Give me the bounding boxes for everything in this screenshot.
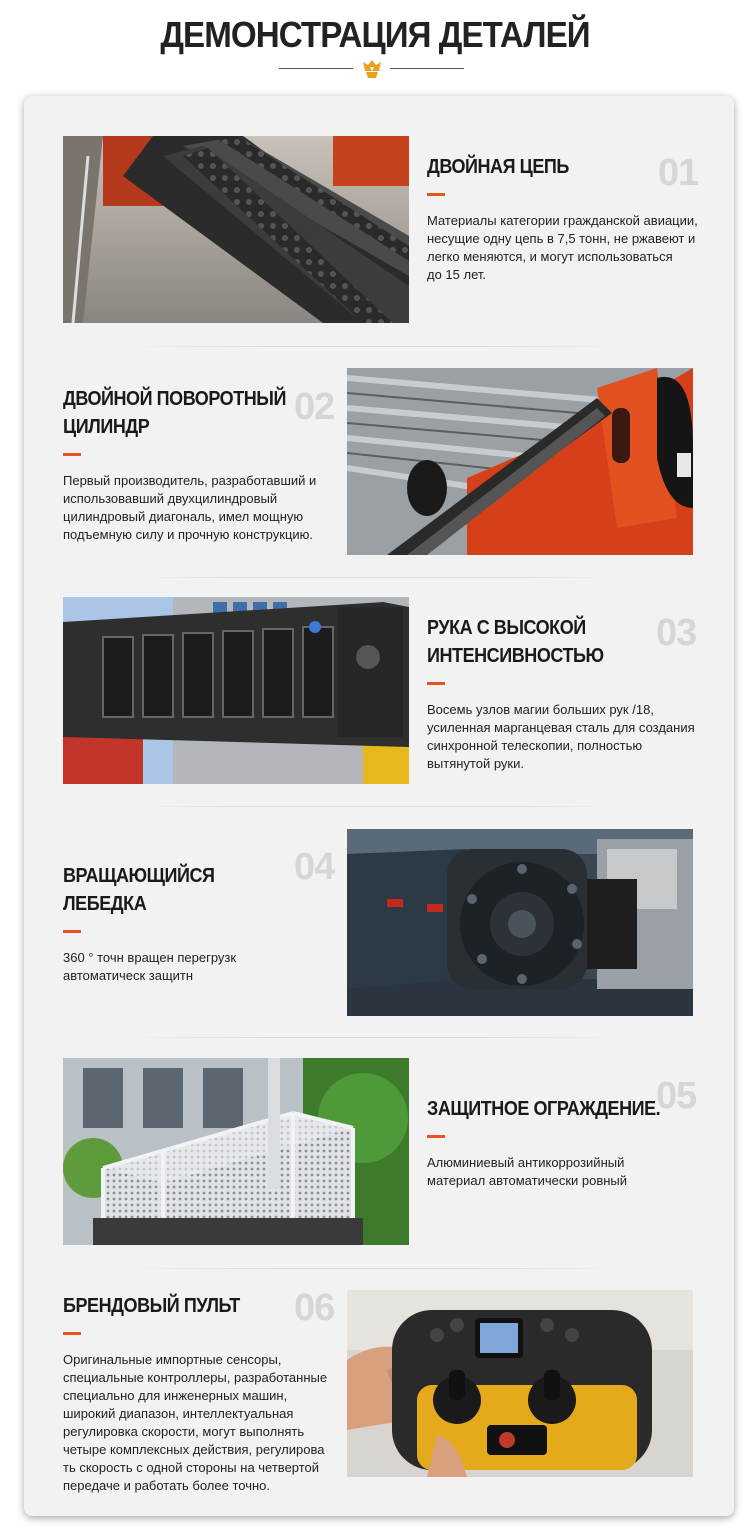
section-divider (128, 577, 622, 578)
feature-04-text (63, 862, 236, 985)
accent-bar (427, 193, 445, 196)
remote-control-photo (347, 1290, 693, 1477)
title-divider-left (279, 68, 353, 69)
feature-number: 01 (658, 152, 699, 194)
page-header (0, 0, 750, 96)
guardrail-photo (63, 1058, 409, 1245)
feature-02-text (63, 385, 316, 544)
section-divider (128, 806, 622, 807)
feature-description: Материалы категории гражданской авиации, несущие одну цепь в 7,5 тонн, не ржавеют и легко меняются, и могут использоваться до 15 лет. (427, 213, 698, 282)
feature-description: Первый производитель, разработавший и использовавший двухцилиндровый цилиндровый диагональ, имел мощную подъемную силу и прочную конструкцию. (63, 473, 317, 542)
crown-emblem-icon (361, 59, 383, 79)
accent-bar (427, 682, 445, 685)
rotating-winch-photo (347, 829, 693, 1016)
section-divider (128, 1268, 622, 1269)
feature-title: ДВОЙНАЯ ЦЕПЬ (427, 156, 569, 178)
feature-title: ДВОЙНОЙ ПОВОРОТНЫЙ ЦИЛИНДР (63, 388, 286, 438)
feature-description: Оригинальные импортные сенсоры, специальные контроллеры, разработанные специально для инженерных машин, широкий диапазон, интеллектуальная регулировка скорости, могут выполнять четыре комплексных действия, регулирова ть скорость с одной стороны на четвертой передаче и работать более точно. (63, 1352, 328, 1493)
section-divider (128, 1037, 622, 1038)
rotary-cylinder-photo (347, 368, 693, 555)
feature-number: 05 (656, 1075, 697, 1117)
accent-bar (63, 1332, 81, 1335)
accent-bar (427, 1135, 445, 1138)
feature-description: Восемь узлов магии больших рук /18, усиленная марганцевая сталь для создания синхронной телескопии, полностью вытянутой руки. (427, 702, 695, 771)
high-strength-arm-photo (63, 597, 409, 784)
feature-05-text (427, 1095, 686, 1190)
feature-title: РУКА С ВЫСОКОЙ ИНТЕНСИВНОСТЬЮ (427, 617, 604, 667)
feature-title: ЗАЩИТНОЕ ОГРАЖДЕНИЕ. (427, 1098, 661, 1120)
feature-03-text (427, 614, 695, 773)
page-title: ДЕМОНСТРАЦИЯ ДЕТАЛЕЙ (160, 14, 590, 55)
feature-title: БРЕНДОВЫЙ ПУЛЬТ (63, 1295, 240, 1317)
feature-number: 02 (294, 386, 335, 428)
accent-bar (63, 930, 81, 933)
feature-number: 04 (294, 846, 335, 888)
feature-06-text (63, 1292, 327, 1495)
feature-title: ВРАЩАЮЩИЙСЯ ЛЕБЕДКА (63, 865, 215, 915)
double-chain-photo (63, 136, 409, 323)
feature-number: 03 (656, 612, 697, 654)
section-divider (128, 346, 622, 347)
accent-bar (63, 453, 81, 456)
feature-description: Алюминиевый антикоррозийный материал автоматически ровный (427, 1155, 628, 1188)
feature-number: 06 (294, 1287, 335, 1329)
title-divider-right (390, 68, 464, 69)
feature-description: 360 ° точн вращен перегрузк автоматическ защитн (63, 950, 237, 983)
